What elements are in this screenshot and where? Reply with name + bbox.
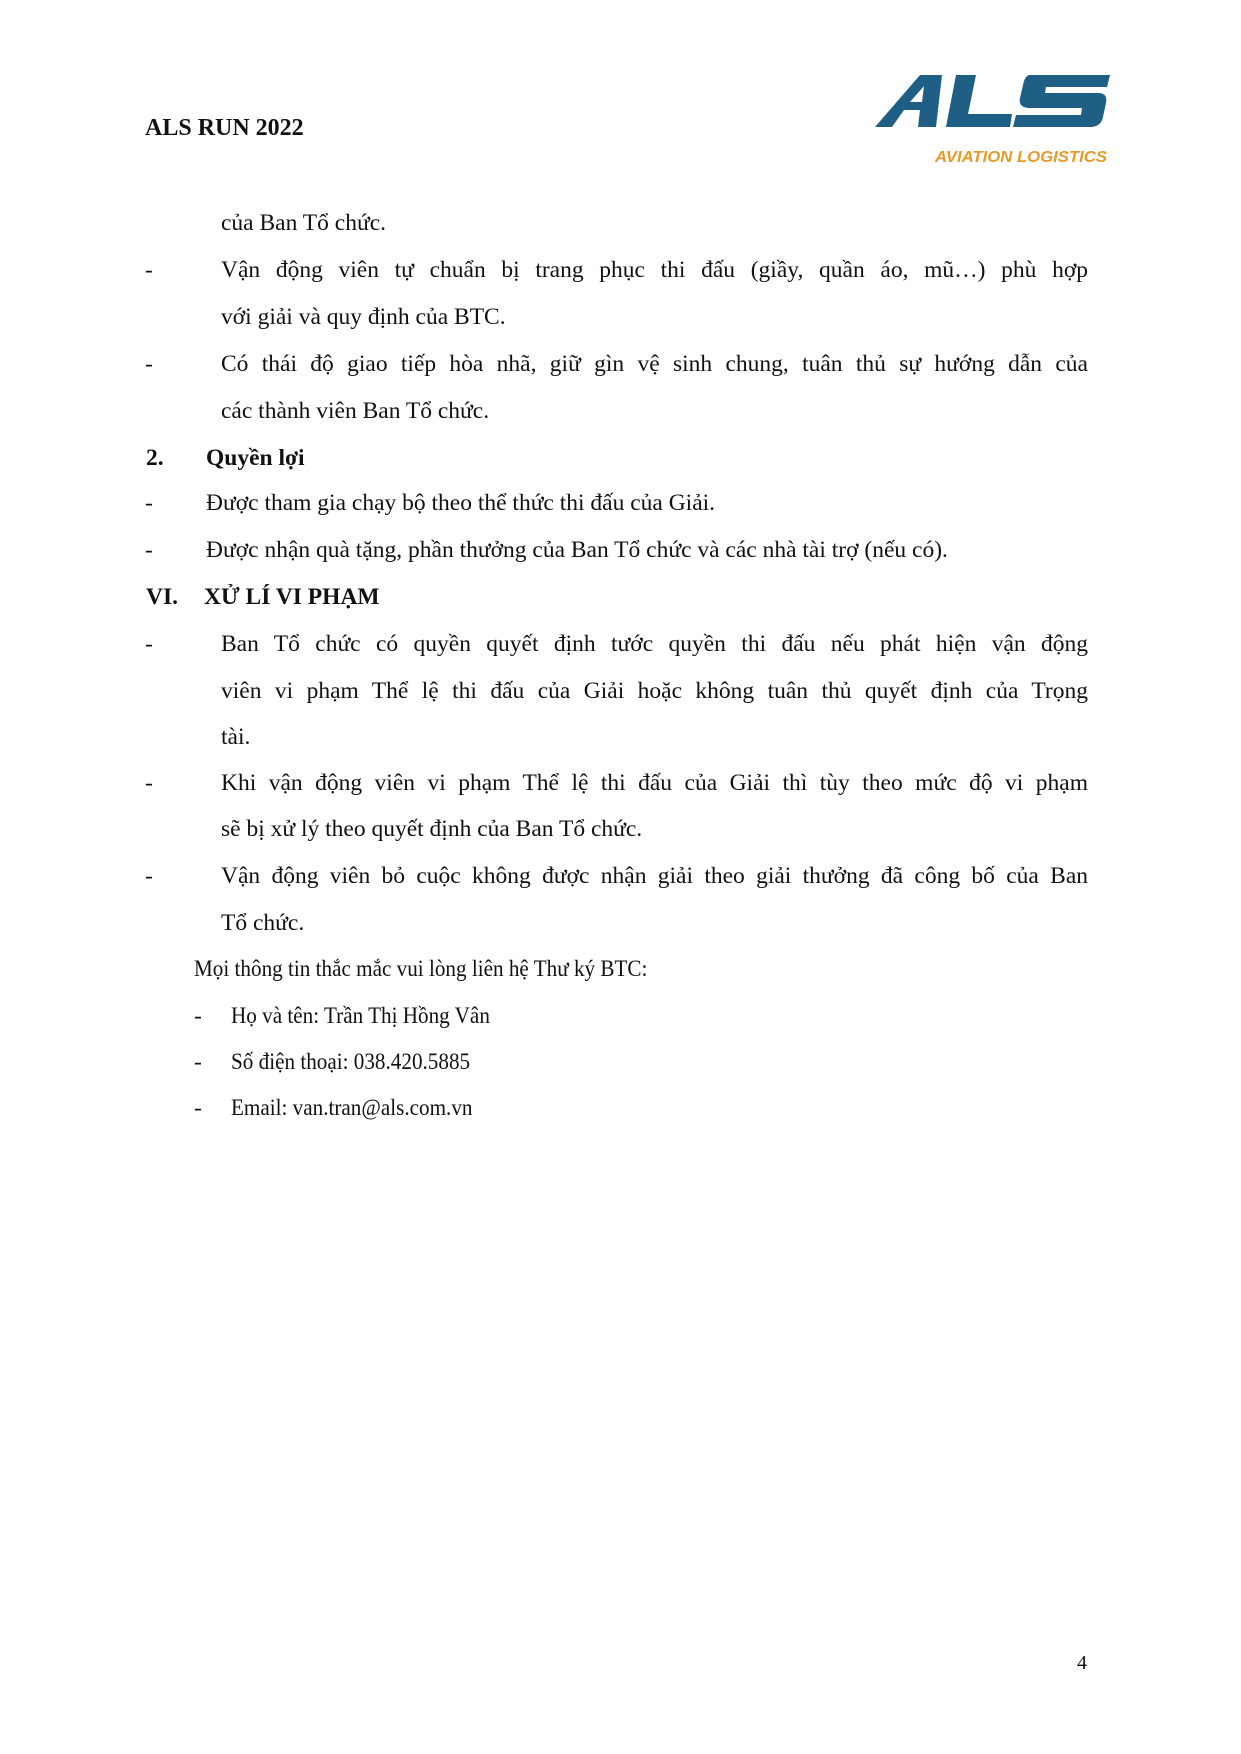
list-dash: - <box>145 257 153 283</box>
logo-tagline: AVIATION LOGISTICS <box>933 149 1108 166</box>
list-item-line: viên vi phạm Thể lệ thi đấu của Giải hoặc không tuân thủ quyết định của Trọng <box>221 678 1088 704</box>
list-item-line: các thành viên Ban Tổ chức. <box>221 398 490 424</box>
contact-phone: Số điện thoại: 038.420.5885 <box>231 1049 471 1075</box>
als-aviation-logistics-logo <box>870 70 1115 168</box>
list-item-line: Tổ chức. <box>221 910 305 936</box>
list-dash: - <box>145 631 153 657</box>
list-item-line: Vận động viên tự chuẩn bị trang phục thi đấu (giầy, quần áo, mũ…) phù hợp <box>221 257 1088 283</box>
list-item-line: Có thái độ giao tiếp hòa nhã, giữ gìn vệ sinh chung, tuân thủ sự hướng dẫn của <box>221 351 1088 377</box>
list-item: Được tham gia chạy bộ theo thể thức thi đấu của Giải. <box>206 490 716 516</box>
list-dash: - <box>145 351 153 377</box>
list-item: Được nhận quà tặng, phần thưởng của Ban Tổ chức và các nhà tài trợ (nếu có). <box>206 537 948 563</box>
paragraph-line: của Ban Tổ chức. <box>221 210 386 236</box>
list-dash: - <box>145 490 153 516</box>
list-dash: - <box>145 770 153 796</box>
section-title: Quyền lợi <box>206 445 305 471</box>
list-dash: - <box>194 1095 202 1121</box>
section-title: XỬ LÍ VI PHẠM <box>204 584 380 610</box>
list-item-line: với giải và quy định của BTC. <box>221 304 506 330</box>
contact-email: Email: van.tran@als.com.vn <box>231 1095 473 1121</box>
list-dash: - <box>145 537 153 563</box>
list-dash: - <box>194 1049 202 1075</box>
list-dash: - <box>194 1003 202 1029</box>
contact-name: Họ và tên: Trần Thị Hồng Vân <box>231 1003 490 1029</box>
contact-intro: Mọi thông tin thắc mắc vui lòng liên hệ Thư ký BTC: <box>194 956 648 982</box>
list-dash: - <box>145 863 153 889</box>
logo-wordmark <box>875 75 1110 127</box>
page-number: 4 <box>1077 1652 1087 1674</box>
list-item-line: tài. <box>221 724 251 750</box>
section-number: VI. <box>146 584 178 610</box>
document-header-title: ALS RUN 2022 <box>145 115 304 141</box>
list-item-line: Vận động viên bỏ cuộc không được nhận giải theo giải thưởng đã công bố của Ban <box>221 863 1088 889</box>
list-item-line: sẽ bị xử lý theo quyết định của Ban Tổ chức. <box>221 816 643 842</box>
list-item-line: Ban Tổ chức có quyền quyết định tước quyền thi đấu nếu phát hiện vận động <box>221 631 1088 657</box>
section-number: 2. <box>146 445 164 471</box>
list-item-line: Khi vận động viên vi phạm Thể lệ thi đấu của Giải thì tùy theo mức độ vi phạm <box>221 770 1088 796</box>
